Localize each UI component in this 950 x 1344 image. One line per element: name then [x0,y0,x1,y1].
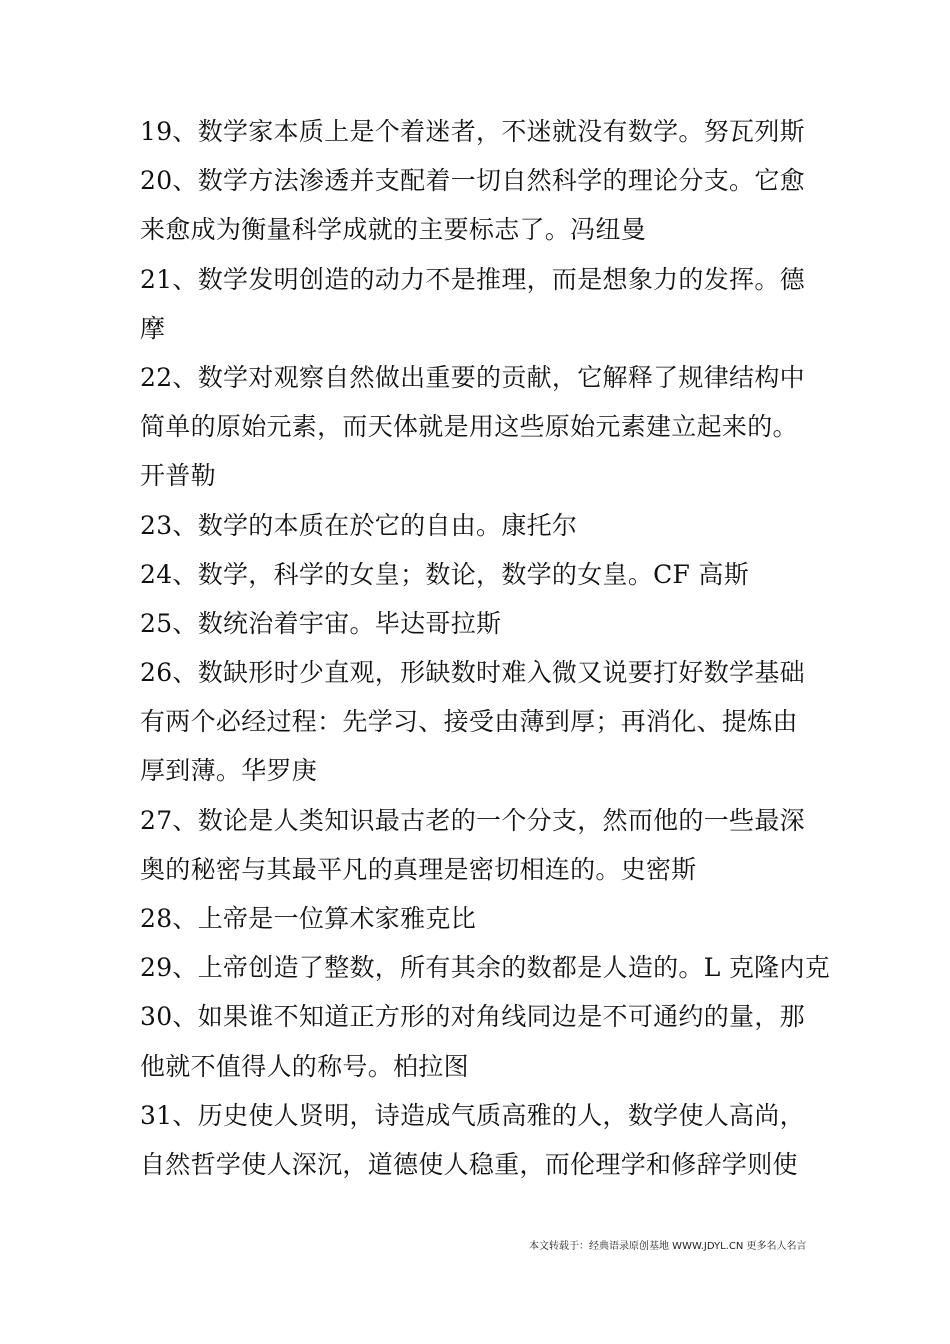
text-line: 27、数论是人类知识最古老的一个分支，然而他的一些最深 [140,805,805,835]
text-line: 23、数学的本质在於它的自由。康托尔 [140,510,578,540]
text-line: 31、历史使人贤明，诗造成气质高雅的人，数学使人高尚， [140,1100,805,1130]
text-line: 22、数学对观察自然做出重要的贡献，它解释了规律结构中 [140,362,805,392]
text-line: 有两个必经过程：先学习、接受由薄到厚；再消化、提炼由 [140,707,798,737]
text-line: 厚到薄。华罗庚 [140,756,318,786]
text-line: 奥的秘密与其最平凡的真理是密切相连的。史密斯 [140,854,697,884]
text-line: 30、如果谁不知道正方形的对角线同边是不可通约的量，那 [140,1002,805,1032]
text-line: 28、上帝是一位算术家雅克比 [140,904,477,933]
text-line: 他就不值得人的称号。柏拉图 [140,1051,469,1081]
text-line: 简单的原始元素，而天体就是用这些原始元素建立起来的。 [140,412,798,442]
text-line: 21、数学发明创造的动力不是推理，而是想象力的发挥。德 [140,264,805,294]
text-line: 开普勒 [140,461,216,491]
text-line: 自然哲学使人深沉，道德使人稳重，而伦理学和修辞学则使 [140,1149,798,1179]
text-line: 摩 [140,313,166,343]
text-line: 24、数学，科学的女皇；数论，数学的女皇。CF 高斯 [140,559,750,589]
text-line: 25、数统治着宇宙。毕达哥拉斯 [140,608,502,638]
text-line: 26、数缺形时少直观，形缺数时难入微又说要打好数学基础 [140,658,805,688]
text-line: 来愈成为衡量科学成就的主要标志了。冯纽曼 [140,215,647,245]
page-footer: 本文转载于：经典语录原创基地 WWW.JDYL.CN 更多名人名言 [529,1241,807,1252]
text-line: 20、数学方法渗透并支配着一切自然科学的理论分支。它愈 [140,166,805,196]
document-body [140,107,831,1189]
text-line: 19、数学家本质上是个着迷者，不迷就没有数学。努瓦列斯 [140,117,805,146]
text-line: 29、上帝创造了整数，所有其余的数都是人造的。L 克隆内克 [140,953,831,983]
